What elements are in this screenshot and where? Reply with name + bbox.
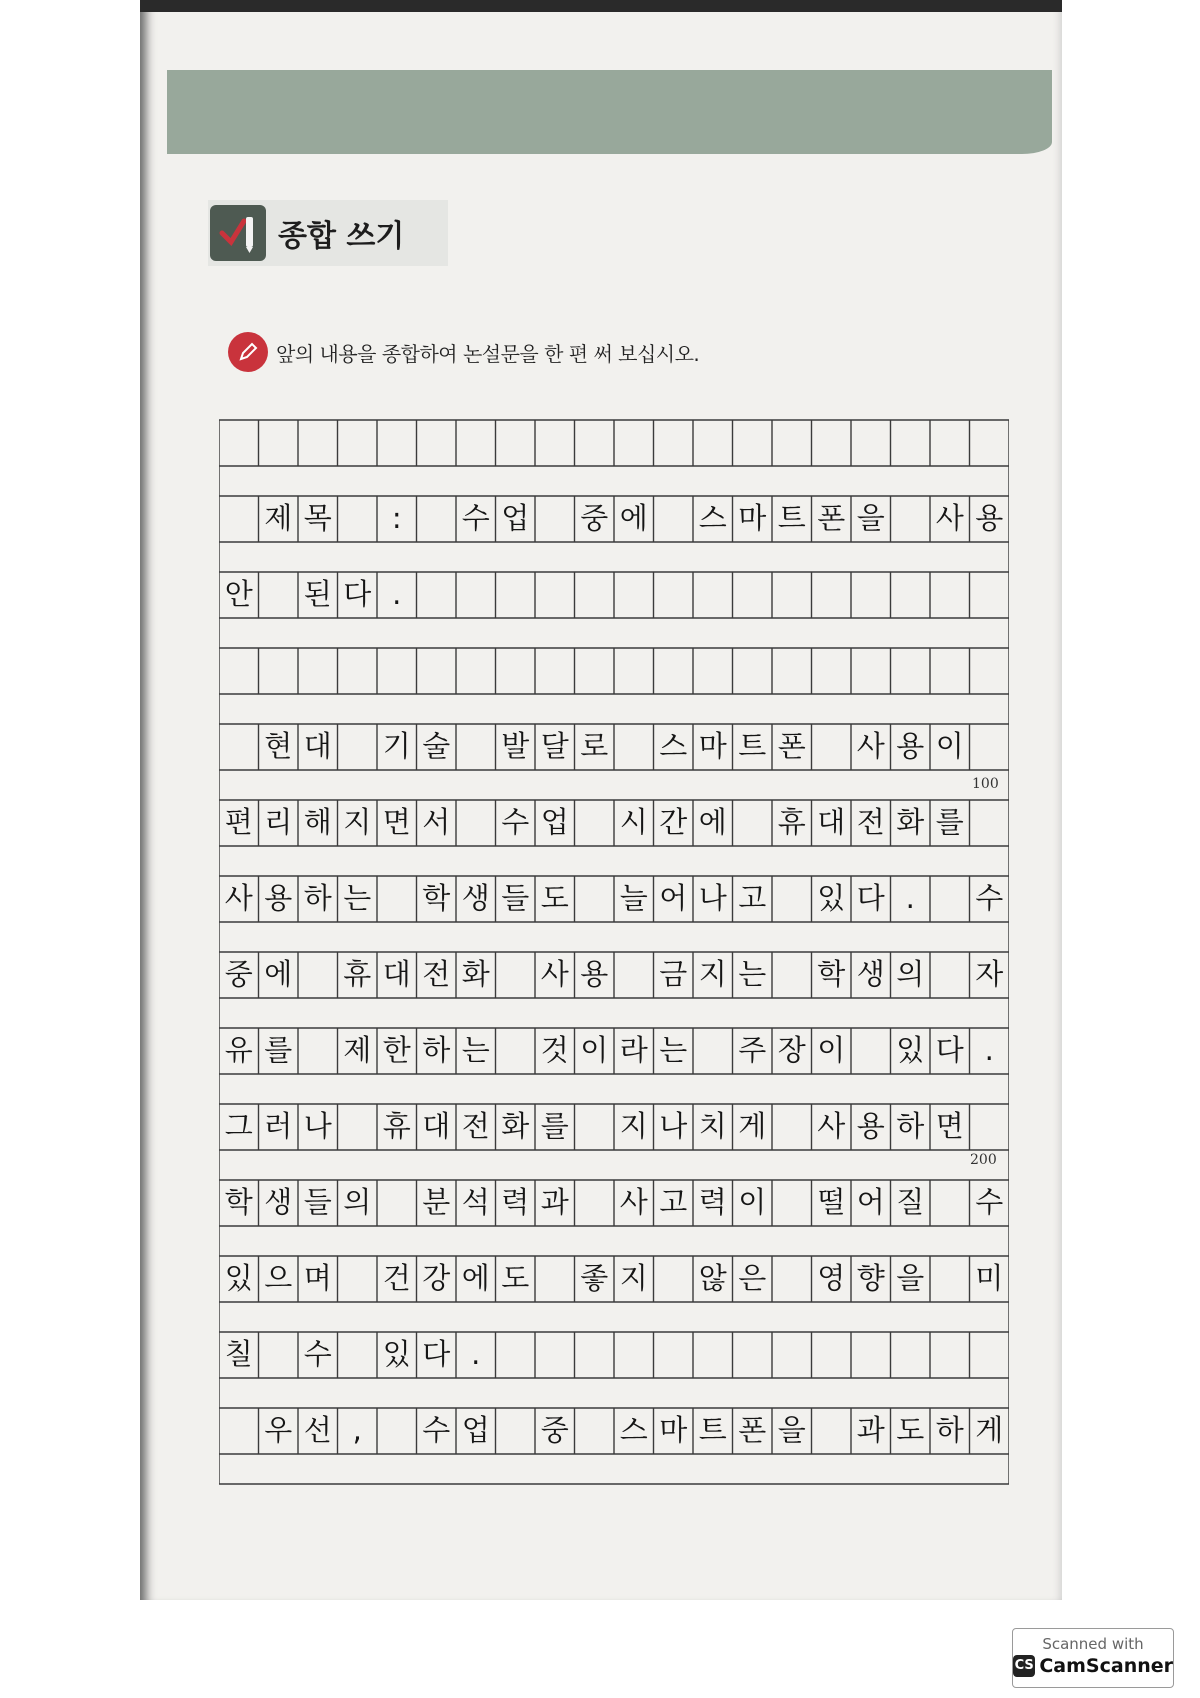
grid-cell-char: 에 <box>264 957 293 991</box>
grid-cell-char: 용 <box>580 957 609 991</box>
grid-cell-char: 칠 <box>224 1337 253 1371</box>
grid-cell-char: 늘 <box>619 881 648 915</box>
grid-cell-char: 있 <box>817 881 846 915</box>
section-title: 종합 쓰기 <box>278 219 405 254</box>
grid-cell-char: 수 <box>303 1337 332 1371</box>
grid-cell-char: 는 <box>659 1033 688 1067</box>
grid-cell-char: 화 <box>461 957 490 991</box>
watermark-scanned-with: Scanned with <box>1042 1635 1144 1653</box>
grid-cell-char: 기 <box>382 729 411 763</box>
grid-cell-char: 를 <box>540 1109 569 1143</box>
grid-cell-char: 용 <box>896 729 925 763</box>
grid-cell-char: 으 <box>264 1261 293 1295</box>
grid-cell-char: 금 <box>659 957 688 991</box>
grid-cell-char: 나 <box>698 881 727 915</box>
grid-cell-char: 리 <box>264 805 293 839</box>
grid-cell-char: 휴 <box>382 1109 411 1143</box>
grid-cell-char: 것 <box>540 1033 569 1067</box>
grid-cell-char: 대 <box>382 957 411 991</box>
camscanner-logo-icon: CS <box>1013 1655 1035 1677</box>
grid-cell-char: 화 <box>501 1109 530 1143</box>
grid-cell-char: 생 <box>461 881 490 915</box>
grid-cell-char: 지 <box>343 805 372 839</box>
grid-cell-char: 폰 <box>777 729 806 763</box>
grid-cell-char: . <box>392 577 402 611</box>
grid-cell-char: 수 <box>975 1185 1004 1219</box>
grid-cell-char: 을 <box>896 1261 925 1295</box>
grid-cell-char: 질 <box>896 1185 925 1219</box>
grid-cell-char: 나 <box>659 1109 688 1143</box>
grid-cell-char: 전 <box>422 957 451 991</box>
grid-cell-char: 로 <box>580 729 609 763</box>
grid-cell-char: 트 <box>698 1413 727 1447</box>
grid-cell-char: 않 <box>698 1261 727 1295</box>
grid-cell-char: 선 <box>303 1413 332 1447</box>
grid-cell-char: 생 <box>264 1185 293 1219</box>
grid-cell-char: 업 <box>461 1413 490 1447</box>
grid-cell-char: 유 <box>224 1033 253 1067</box>
grid-cell-char: 수 <box>501 805 530 839</box>
grid-cell-char: 고 <box>659 1185 688 1219</box>
grid-cell-char: 과 <box>856 1413 885 1447</box>
grid-cell-char: 트 <box>777 501 806 535</box>
grid-cell-char: 을 <box>777 1413 806 1447</box>
grid-cell-char: 안 <box>224 577 253 611</box>
grid-cell-char: 제 <box>343 1033 372 1067</box>
grid-cell-char: 중 <box>540 1413 569 1447</box>
grid-cell-char: 사 <box>224 881 253 915</box>
grid-cell-char: 에 <box>698 805 727 839</box>
grid-cell-char: 용 <box>264 881 293 915</box>
grid-cell-char: , <box>352 1413 362 1447</box>
grid-cell-char: 대 <box>817 805 846 839</box>
grid-cell-char: 떨 <box>817 1185 846 1219</box>
grid-cell-char: 이 <box>817 1033 846 1067</box>
grid-cell-char: 마 <box>698 729 727 763</box>
grid-cell-char: 이 <box>935 729 964 763</box>
grid-cell-char: : <box>391 501 402 535</box>
grid-cell-char: 는 <box>461 1033 490 1067</box>
char-count-200: 200 <box>970 1152 997 1168</box>
grid-cell-char: 주 <box>738 1033 767 1067</box>
grid-cell-char: 를 <box>935 805 964 839</box>
grid-cell-char: 트 <box>738 729 767 763</box>
grid-cell-char: 있 <box>896 1033 925 1067</box>
grid-cell-char: 수 <box>461 501 490 535</box>
grid-cell-char: . <box>471 1337 481 1371</box>
grid-cell-char: 사 <box>856 729 885 763</box>
watermark-brand-row <box>1013 1655 1173 1677</box>
grid-cell-char: 의 <box>343 1185 372 1219</box>
grid-cell-char: 휴 <box>777 805 806 839</box>
grid-cell-char: 서 <box>422 805 451 839</box>
grid-cell-char: 영 <box>817 1261 846 1295</box>
grid-cell-char: 어 <box>856 1185 885 1219</box>
grid-cell-char: 하 <box>935 1413 964 1447</box>
grid-cell-char: 제 <box>264 501 293 535</box>
grid-cell-char: 도 <box>896 1413 925 1447</box>
grid-cell-char: 다 <box>856 881 885 915</box>
char-count-100: 100 <box>972 776 999 792</box>
grid-cell-char: 며 <box>303 1261 332 1295</box>
grid-cell-char: 치 <box>698 1109 727 1143</box>
grid-cell-char: 어 <box>659 881 688 915</box>
grid-cell-char: 학 <box>224 1185 253 1219</box>
grid-cell-char: 술 <box>422 729 451 763</box>
grid-cell-char: 다 <box>422 1337 451 1371</box>
grid-cell-char: 대 <box>303 729 332 763</box>
grid-cell-char: 라 <box>619 1033 648 1067</box>
grid-cell-char: 된 <box>303 577 332 611</box>
grid-cell-char: 목 <box>303 501 332 535</box>
grid-cell-char: 하 <box>422 1033 451 1067</box>
grid-cell-char: 해 <box>303 805 332 839</box>
grid-cell-char: 향 <box>856 1261 885 1295</box>
grid-cell-char: 는 <box>738 957 767 991</box>
grid-cell-char: 학 <box>422 881 451 915</box>
grid-cell-char: 생 <box>856 957 885 991</box>
grid-cell-char: 학 <box>817 957 846 991</box>
grid-cell-char: 하 <box>896 1109 925 1143</box>
grid-cell-char: 시 <box>619 805 648 839</box>
watermark-brand: CamScanner <box>1039 1655 1173 1677</box>
grid-cell-char: 중 <box>580 501 609 535</box>
grid-cell-char: 의 <box>896 957 925 991</box>
grid-cell-char: 은 <box>738 1261 767 1295</box>
grid-cell-char: 지 <box>619 1109 648 1143</box>
grid-cell-char: 력 <box>698 1185 727 1219</box>
grid-cell-char: 에 <box>461 1261 490 1295</box>
grid-cell-char: 하 <box>303 881 332 915</box>
grid-cell-char: 강 <box>422 1261 451 1295</box>
grid-cell-char: 화 <box>896 805 925 839</box>
grid-cell-char: 이 <box>580 1033 609 1067</box>
grid-cell-char: 달 <box>540 729 569 763</box>
grid-cell-char: 을 <box>856 501 885 535</box>
grid-cell-char: 간 <box>659 805 688 839</box>
grid-cell-char: 스 <box>659 729 688 763</box>
grid-cell-char: 사 <box>619 1185 648 1219</box>
grid-cell-char: 전 <box>461 1109 490 1143</box>
grid-cell-char: 들 <box>501 881 530 915</box>
grid-cell-char: 나 <box>303 1109 332 1143</box>
grid-cell-char: 대 <box>422 1109 451 1143</box>
grid-cell-char: 게 <box>738 1109 767 1143</box>
grid-cell-char: 발 <box>501 729 530 763</box>
grid-cell-char: 사 <box>540 957 569 991</box>
grid-cell-char: 다 <box>935 1033 964 1067</box>
grid-cell-char: 업 <box>540 805 569 839</box>
grid-cell-char: 는 <box>343 881 372 915</box>
grid-cell-char: 전 <box>856 805 885 839</box>
grid-cell-char: 과 <box>540 1185 569 1219</box>
grid-cell-char: 마 <box>659 1413 688 1447</box>
grid-cell-char: 이 <box>738 1185 767 1219</box>
grid-cell-char: . <box>905 881 915 915</box>
grid-cell-char: 폰 <box>817 501 846 535</box>
grid-cell-char: 현 <box>264 729 293 763</box>
grid-cell-char: 다 <box>343 577 372 611</box>
grid-cell-char: 장 <box>777 1033 806 1067</box>
grid-cell-char: 편 <box>224 805 253 839</box>
grid-cell-char: 게 <box>975 1413 1004 1447</box>
grid-cell-char: 좋 <box>580 1261 609 1295</box>
manuscript-grid <box>219 0 1009 1698</box>
grid-cell-char: 에 <box>619 501 648 535</box>
instruction-text: 앞의 내용을 종합하여 논설문을 한 편 써 보십시오. <box>276 341 700 366</box>
grid-cell-char: 한 <box>382 1033 411 1067</box>
grid-cell-char: 수 <box>975 881 1004 915</box>
camscanner-watermark <box>1012 1628 1174 1688</box>
grid-cell-char: 중 <box>224 957 253 991</box>
grid-cell-char: 미 <box>975 1261 1004 1295</box>
grid-cell-char: 도 <box>540 881 569 915</box>
grid-cell-char: 마 <box>738 501 767 535</box>
grid-cell-char: 수 <box>422 1413 451 1447</box>
grid-cell-char: 면 <box>382 805 411 839</box>
grid-cell-char: 용 <box>856 1109 885 1143</box>
grid-cell-char: 를 <box>264 1033 293 1067</box>
grid-cell-char: 석 <box>461 1185 490 1219</box>
grid-cell-char: 건 <box>382 1261 411 1295</box>
grid-cell-char: 지 <box>698 957 727 991</box>
grid-cell-char: 우 <box>264 1413 293 1447</box>
grid-cell-char: 사 <box>817 1109 846 1143</box>
grid-cell-char: 자 <box>975 957 1004 991</box>
grid-cell-char: 스 <box>619 1413 648 1447</box>
grid-cell-char: 면 <box>935 1109 964 1143</box>
grid-cell-char: 분 <box>422 1185 451 1219</box>
grid-cell-char: 도 <box>501 1261 530 1295</box>
grid-cell-char: 있 <box>382 1337 411 1371</box>
grid-cell-char: 러 <box>264 1109 293 1143</box>
grid-cell-char: 폰 <box>738 1413 767 1447</box>
grid-cell-char: 고 <box>738 881 767 915</box>
grid-cell-char: 력 <box>501 1185 530 1219</box>
grid-cell-char: . <box>984 1033 994 1067</box>
grid-cell-char: 업 <box>501 501 530 535</box>
grid-cell-char: 있 <box>224 1261 253 1295</box>
grid-cell-char: 스 <box>698 501 727 535</box>
grid-cell-char: 휴 <box>343 957 372 991</box>
grid-cell-char: 들 <box>303 1185 332 1219</box>
grid-cell-char: 사 <box>935 501 964 535</box>
grid-cell-char: 그 <box>224 1109 253 1143</box>
grid-cell-char: 지 <box>619 1261 648 1295</box>
grid-cell-char: 용 <box>975 501 1004 535</box>
